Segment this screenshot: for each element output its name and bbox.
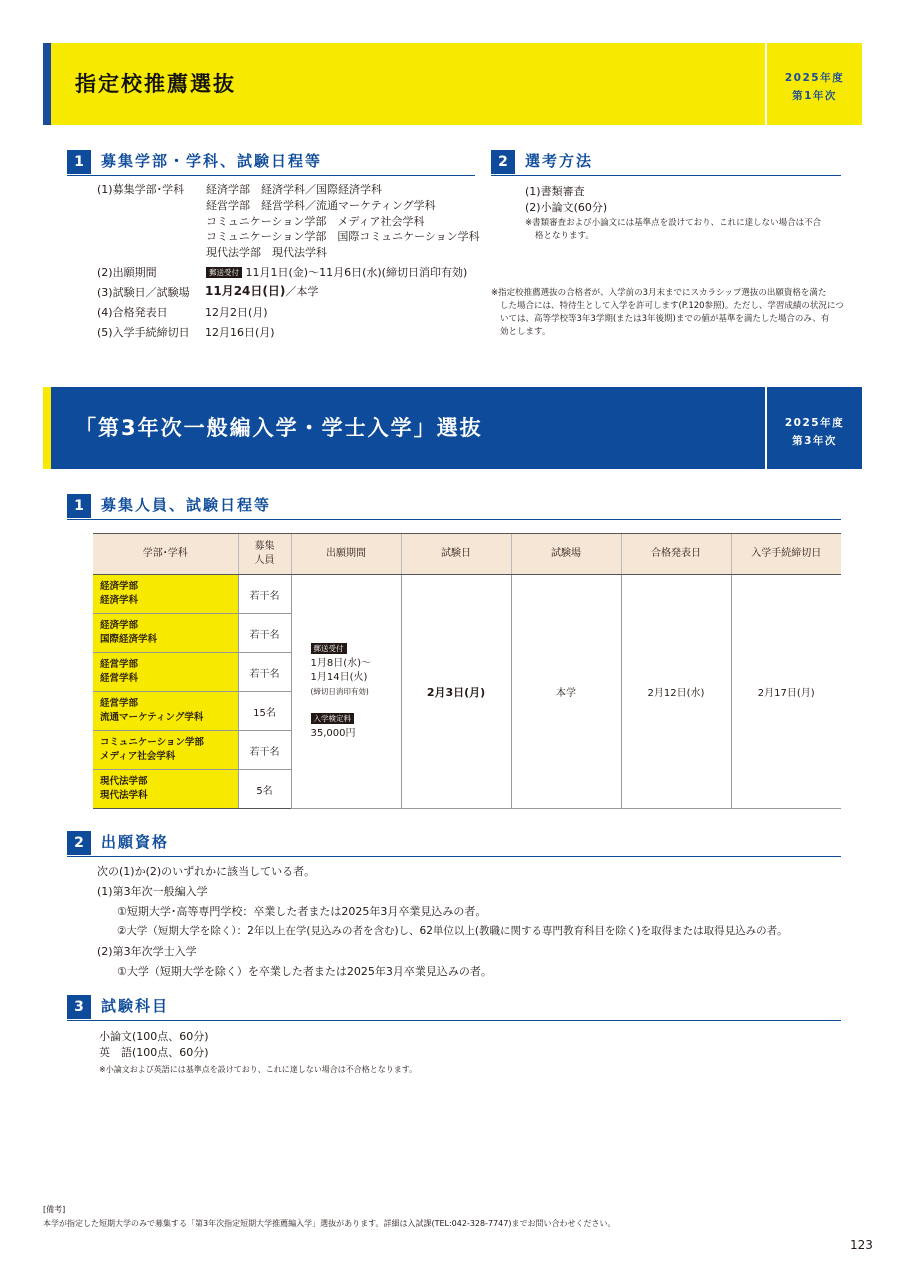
- dept-cell: 経営学部 流通マーケティング学科: [93, 692, 238, 731]
- period-value: 郵送受付 11月1日(金)～11月6日(水)(締切日消印有効): [206, 265, 467, 280]
- dept-line: 経営学部 経営学科／流通マーケティング学科: [206, 199, 436, 212]
- page-number: 123: [850, 1238, 873, 1252]
- fee-tag: 入学検定料: [311, 713, 355, 724]
- quota-cell: 若干名: [238, 653, 291, 692]
- quota-cell: 若干名: [238, 614, 291, 653]
- dept-cell: 経済学部 経済学科: [93, 575, 238, 614]
- dept-cell: コミュニケーション学部 メディア社会学科: [93, 731, 238, 770]
- scholarship-note: いては、高等学校等3年3学期(または3年後期)までの値が基準を満たした場合のみ、有: [500, 314, 830, 324]
- selection-note: ※書類審査および小論文には基準点を設けており、これに達しない場合は不合: [525, 218, 822, 228]
- quota-cell: 若干名: [238, 575, 291, 614]
- banner-title: 指定校推薦選抜: [75, 72, 236, 96]
- section-banner-designated-school: [43, 43, 862, 125]
- dept-cell: 経営学部 経営学科: [93, 653, 238, 692]
- scholarship-note: ※指定校推薦選抜の合格者が、入学前の3月末までにスカラシップ選抜の出願資格を満た: [491, 288, 827, 298]
- section-heading-selection: [491, 150, 841, 176]
- exam-label: (3)試験日／試験場: [97, 286, 190, 299]
- eligibility-intro: 次の(1)か(2)のいずれかに該当している者。: [97, 865, 316, 878]
- deadline-label: (5)入学手続締切日: [97, 326, 190, 339]
- subject-item: 小論文(100点、60分): [99, 1030, 209, 1043]
- banner-year: 2025年度: [784, 417, 845, 429]
- section-number: 2: [491, 150, 515, 174]
- section-title: 試験科目: [101, 997, 170, 1015]
- scholarship-note: した場合には、特待生として入学を許可します(P.120参照)。ただし、学習成績の状況につ: [500, 301, 844, 311]
- eligibility-sub: ②大学（短期大学を除く）：2年以上在学(見込みの者を含む)し、62単位以上(教職に関する専門教育科目を除く)を取得または取得見込みの者。: [117, 925, 788, 937]
- schedule-table: [93, 533, 841, 809]
- banner-term: 第1年次: [792, 90, 837, 102]
- banner-term: 第3年次: [792, 435, 837, 447]
- exam-place-cell: 本学: [511, 575, 621, 809]
- section-title: 募集人員、試験日程等: [101, 496, 272, 514]
- deadline-value: 12月16日(月): [205, 326, 275, 339]
- section-number: 3: [67, 995, 91, 1019]
- section-heading-quota: [67, 494, 841, 520]
- section-heading-subjects: [67, 995, 841, 1021]
- memo-label: [備考]: [43, 1205, 66, 1214]
- table-row: [93, 575, 841, 614]
- section-number: 2: [67, 831, 91, 855]
- section-heading-eligibility: [67, 831, 841, 857]
- section-number: 1: [67, 494, 91, 518]
- scholarship-note: 効とします。: [500, 327, 551, 337]
- memo-text: 本学が指定した短期大学のみで募集する「第3年次指定短期大学推薦編入学」選抜があります。詳細は入試課(TEL:042-328-7747)までお問い合わせください。: [43, 1219, 616, 1228]
- selection-item: (1)書類審査: [525, 185, 585, 198]
- dept-line: コミュニケーション学部 メディア社会学科: [206, 215, 425, 228]
- section-heading-schedule: [67, 150, 475, 176]
- quota-cell: 5名: [238, 770, 291, 809]
- column-header: 出願期間: [291, 534, 401, 575]
- period-label: (2)出願期間: [97, 266, 157, 279]
- result-date-cell: 2月12日(水): [621, 575, 731, 809]
- exam-value: 11月24日(日)／本学: [205, 284, 319, 298]
- selection-item: (2)小論文(60分): [525, 201, 608, 214]
- mail-tag: 郵送受付: [311, 643, 347, 654]
- table-header-row: [93, 534, 841, 575]
- banner-accent: [43, 43, 51, 125]
- eligibility-item: (2)第3年次学士入学: [97, 945, 197, 958]
- banner-accent: [43, 387, 51, 469]
- banner-year: 2025年度: [784, 72, 845, 84]
- section-title: 出願資格: [101, 833, 170, 851]
- column-header: 試験日: [401, 534, 511, 575]
- dept-line: 現代法学部 現代法学科: [206, 246, 327, 259]
- mail-tag: 郵送受付: [206, 267, 242, 278]
- column-header: 合格発表日: [621, 534, 731, 575]
- section-number: 1: [67, 150, 91, 174]
- subject-item: 英 語(100点、60分): [99, 1046, 209, 1059]
- deadline-cell: 2月17日(月): [731, 575, 841, 809]
- banner-title: 「第3年次一般編入学・学士入学」選抜: [75, 416, 483, 440]
- eligibility-sub: ①短期大学･高等専門学校：卒業した者または2025年3月卒業見込みの者。: [117, 905, 487, 918]
- column-header: 募集 人員: [238, 534, 291, 575]
- column-header: 試験場: [511, 534, 621, 575]
- quota-cell: 若干名: [238, 731, 291, 770]
- dept-line: 経済学部 経済学科／国際経済学科: [206, 183, 382, 196]
- result-label: (4)合格発表日: [97, 306, 168, 319]
- dept-cell: 現代法学部 現代法学科: [93, 770, 238, 809]
- section-title: 選考方法: [525, 152, 594, 170]
- dept-line: コミュニケーション学部 国際コミュニケーション学科: [206, 230, 480, 243]
- period-cell: 郵送受付 1月8日(水)～ 1月14日(火) (締切日消印有効) 入学検定料 35,000円: [291, 575, 401, 809]
- section-title: 募集学部・学科、試験日程等: [101, 152, 323, 170]
- fee-value: 35,000円: [310, 727, 356, 739]
- exam-date-cell: 2月3日(月): [401, 575, 511, 809]
- eligibility-item: (1)第3年次一般編入学: [97, 885, 208, 898]
- column-header: 入学手続締切日: [731, 534, 841, 575]
- eligibility-sub: ①大学（短期大学を除く）を卒業した者または2025年3月卒業見込みの者。: [117, 965, 492, 978]
- dept-cell: 経済学部 国際経済学科: [93, 614, 238, 653]
- column-header: 学部･学科: [93, 534, 238, 575]
- dept-label: (1)募集学部･学科: [97, 183, 185, 196]
- result-value: 12月2日(月): [205, 306, 268, 319]
- subject-note: ※小論文および英語には基準点を設けており、これに達しない場合は不合格となります。: [99, 1065, 418, 1074]
- selection-note: 格となります。: [535, 231, 594, 241]
- section-banner-transfer: [43, 387, 862, 469]
- quota-cell: 15名: [238, 692, 291, 731]
